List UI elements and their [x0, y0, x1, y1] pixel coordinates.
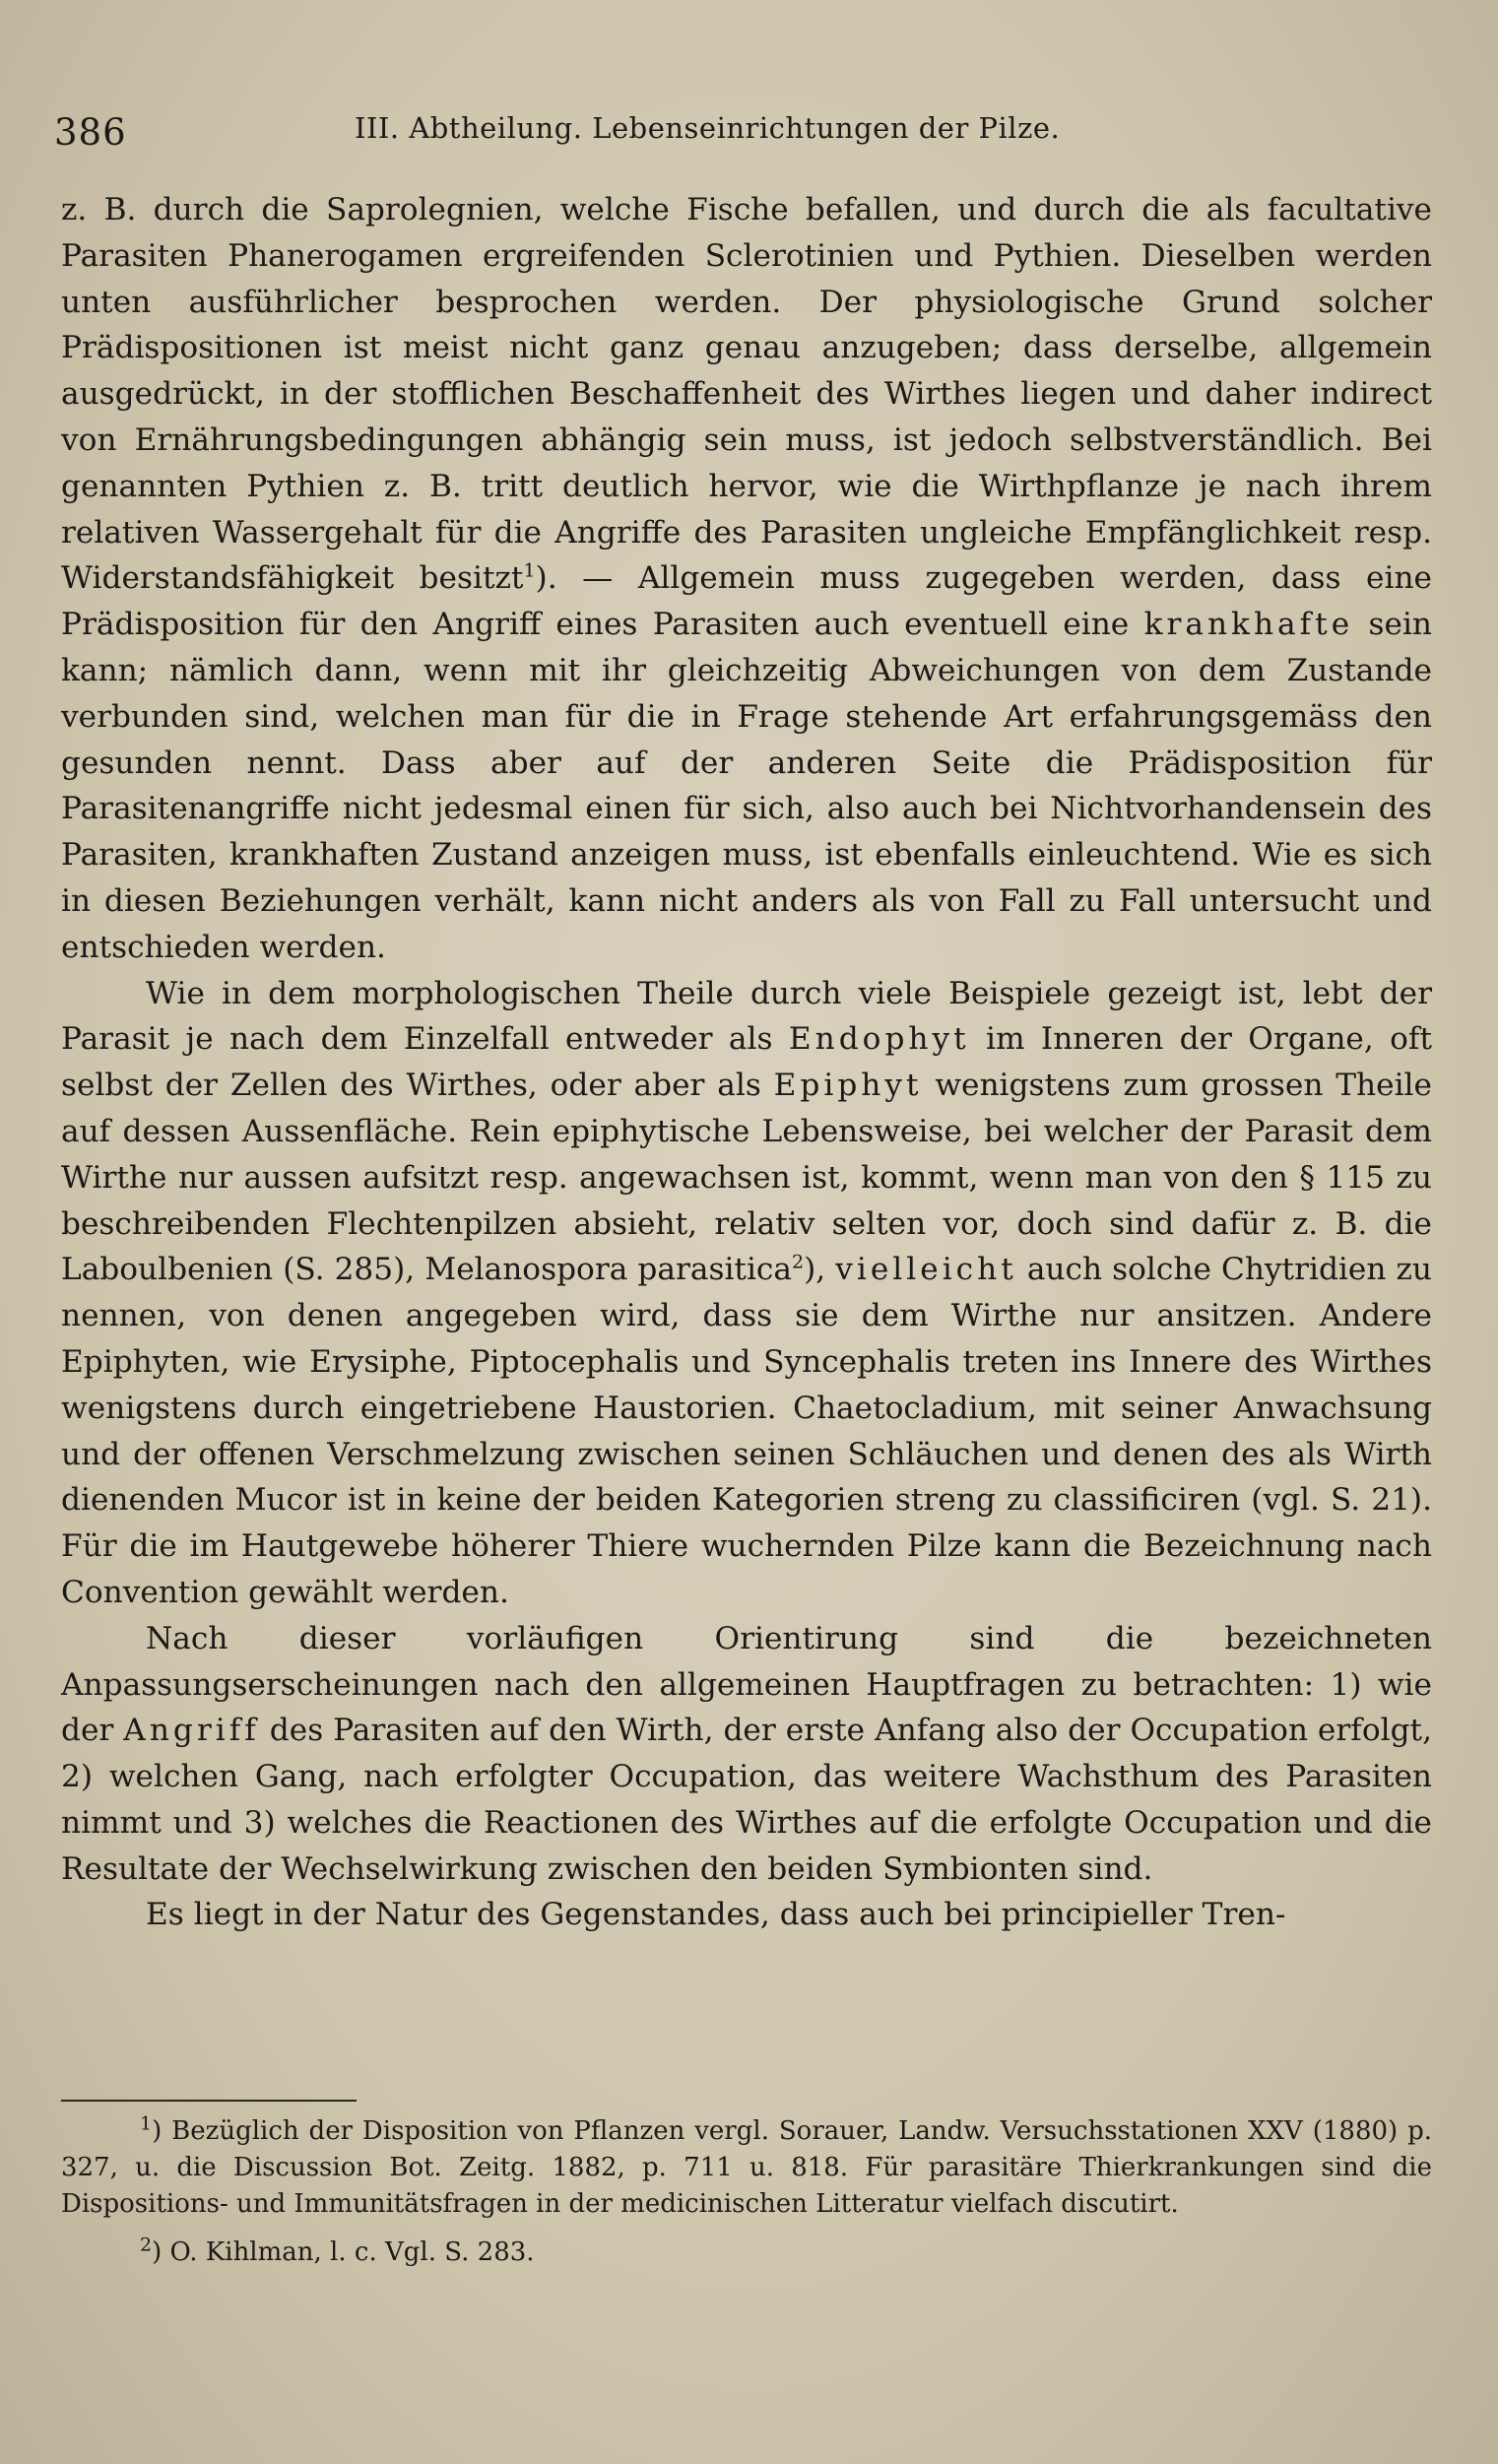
emphasis-angriff: Angriff	[123, 1713, 260, 1749]
footnote-1-mark: 1	[140, 2112, 153, 2135]
paragraph-2-text-e: auch solche Chytridien zu nennen, von denen angegeben wird, dass sie dem Wirthe nur ansitzen. Andere Epiphyten, wie Erysiphe, Piptocephalis und Syncephalis treten ins Innere des Wirthes wenigstens durch eingetriebene Haustorien. Chaetocladium, mit seiner Anwachsung und der offenen Verschmelzung zwischen seinen Schläuchen und denen des als Wirth dienenden Mucor ist in keine der beiden Kategorien streng zu classificiren (vgl. S. 21). Für die im Hautgewebe höherer Thiere wuchernden Pilze kann die Bezeichnung nach Convention gewählt werden.	[61, 1252, 1433, 1610]
paragraph-2	[61, 971, 1432, 1616]
footnote-2-text: ) O. Kihlman, l. c. Vgl. S. 283.	[152, 2237, 535, 2267]
footnote-divider	[61, 2100, 357, 2102]
paragraph-3-text-a: Nach dieser vorläufigen Orientirung sind die bezeichneten Anpassungserscheinungen nach den allgemeinen Hauptfragen zu betrachten: 1) wie der	[61, 1620, 1432, 1749]
page-number: 386	[54, 111, 127, 154]
paragraph-2-text-a: Wie in dem morphologischen Theile durch viele Beispiele gezeigt ist, lebt der Parasit je nach dem Einzelfall entweder als	[61, 975, 1432, 1058]
footnote-ref-2: 2	[792, 1251, 805, 1273]
paragraph-2-text-b: im Inneren der Organe, oft selbst der Zellen des Wirthes, oder aber als	[61, 1021, 1432, 1104]
emphasis-vielleicht: vielleicht	[835, 1252, 1017, 1288]
paragraph-2-text-c: wenigstens zum grossen Theile auf dessen Aussenfläche. Rein epiphytische Lebensweise, bei welcher der Parasit dem Wirthe nur aussen aufsitzt resp. angewachsen ist, kommt, wenn man von den § 115 zu beschreibenden Flechtenpilzen absieht, relativ selten vor, doch sind dafür z. B. die Laboulbenien (S. 285), Melanospora parasitica	[61, 1068, 1432, 1288]
footnote-ref-1: 1	[523, 559, 536, 582]
paragraph-2-text-d: ),	[804, 1252, 836, 1288]
emphasis-epiphyt: Epiphyt	[773, 1068, 923, 1104]
paragraph-1-text-b: ). — Allgemein muss zugegeben werden, dass eine Prädisposition für den Angriff eines Parasiten auch eventuell eine	[61, 560, 1432, 643]
footnote-2	[61, 2235, 1432, 2271]
main-text	[61, 187, 1432, 1938]
paragraph-4-text: Es liegt in der Natur des Gegenstandes, dass auch bei principieller Tren-	[146, 1897, 1286, 1933]
paragraph-1	[61, 187, 1432, 971]
paragraph-3-text-b: des Parasiten auf den Wirth, der erste Anfang also der Occupation erfolgt, 2) welchen Gang, nach erfolgter Occupation, das weitere Wachsthum des Parasiten nimmt und 3) welches die Reactionen des Wirthes auf die erfolgte Occupation und die Resultate der Wechselwirkung zwischen den beiden Symbionten sind.	[61, 1713, 1432, 1887]
footnotes	[61, 2113, 1432, 2283]
paragraph-3	[61, 1616, 1432, 1893]
paragraph-4	[61, 1892, 1432, 1938]
paragraph-1-text-c: sein kann; nämlich dann, wenn mit ihr gleichzeitig Abweichungen von dem Zustande verbunden sind, welchen man für die in Frage stehende Art erfahrungsgemäss den gesunden nennt. Dass aber auf der anderen Seite die Prädisposition für Parasitenangriffe nicht jedesmal einen für sich, also auch bei Nichtvorhandensein des Parasiten, krankhaften Zustand anzeigen muss, ist ebenfalls einleuchtend. Wie es sich in diesen Beziehungen verhält, kann nicht anders als von Fall zu Fall untersucht und entschieden werden.	[61, 607, 1433, 965]
page-header	[54, 103, 1433, 162]
footnote-1-text: ) Bezüglich der Disposition von Pflanzen vergl. Sorauer, Landw. Versuchsstationen XXV (1880) p. 327, u. die Discussion Bot. Zeitg. 1882, p. 711 u. 818. Für parasitäre Thierkrankungen sind die Dispositions- und Immunitätsfragen in der medicinischen Litteratur vielfach discutirt.	[61, 2116, 1432, 2219]
emphasis-krankhafte: krankhafte	[1143, 607, 1354, 643]
paragraph-1-text-a: z. B. durch die Saprolegnien, welche Fische befallen, und durch die als facultative Parasiten Phanerogamen ergreifenden Sclerotinien und Pythien. Dieselben werden unten ausführlicher besprochen werden. Der physiologische Grund solcher Prädispositionen ist meist nicht ganz genau anzugeben; dass derselbe, allgemein ausgedrückt, in der stofflichen Beschaffenheit des Wirthes liegen und daher indirect von Ernährungsbedingungen abhängig sein muss, ist jedoch selbstverständlich. Bei genannten Pythien z. B. tritt deutlich hervor, wie die Wirthpflanze je nach ihrem relativen Wassergehalt für die Angriffe des Parasiten ungleiche Empfänglichkeit resp. Widerstandsfähigkeit besitzt	[61, 192, 1432, 597]
emphasis-endophyt: Endophyt	[788, 1021, 970, 1058]
footnote-2-mark: 2	[140, 2234, 153, 2256]
running-head: III. Abtheilung. Lebenseinrichtungen der Pilze.	[355, 111, 1061, 145]
footnote-1	[61, 2113, 1432, 2223]
